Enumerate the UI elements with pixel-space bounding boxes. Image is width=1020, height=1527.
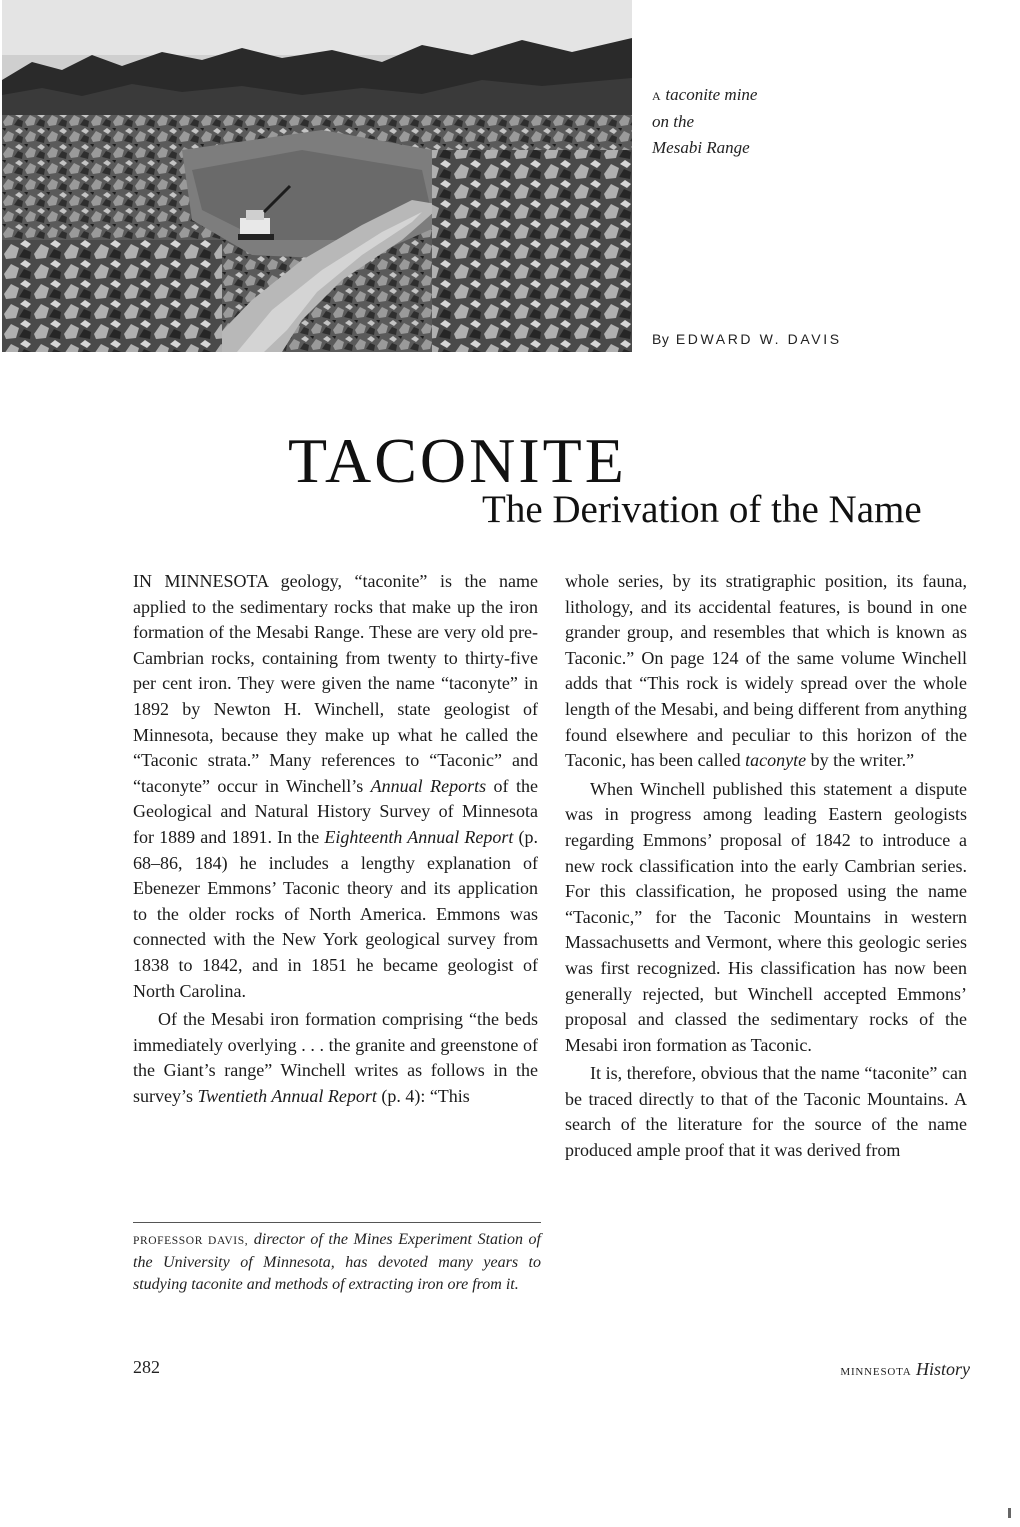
right-paragraph-2: When Winchell published this statement a dispute was in progress among leading Eastern geologists regarding Emmons’ proposal of 1842 to introduce a new rock classification into the early Cambrian series. For this classification, he proposed using the name “Taconic,” for the Taconic Mountains in western Massachusetts and Vermont, where this geologic series was first recognized. His classification has now been generally rejected, but Winchell accepted Emmons’ proposal and classed the sedimentary rocks of the Mesabi iron formation as Taconic. bbox=[565, 778, 967, 1055]
right-paragraph-3: It is, therefore, obvious that the name “taconite” can be traced directly to that of the Taconic Mountains. A search of the literature for the source of the name produced ample proof that it was derived from bbox=[565, 1063, 967, 1161]
mine-photo-illustration bbox=[2, 0, 632, 352]
italic-run: Eighteenth Annual Report bbox=[324, 826, 514, 847]
footnote-name: PROFESSOR DAVIS, bbox=[133, 1235, 249, 1247]
footnote-rule bbox=[133, 1222, 541, 1223]
journal-name-it: History bbox=[916, 1359, 970, 1379]
scan-mark bbox=[1008, 1508, 1011, 1518]
byline-by: By bbox=[652, 331, 670, 347]
author-footnote bbox=[133, 1229, 541, 1296]
article-subtitle: The Derivation of the Name bbox=[482, 488, 922, 531]
left-paragraph-1 bbox=[133, 569, 538, 1004]
text-run: by the writer.” bbox=[806, 750, 915, 771]
text-run: of the Geological and Natural History Survey of Minnesota for 1889 and 1891. In the bbox=[133, 775, 538, 847]
text-run: (p. 4): “This bbox=[376, 1085, 470, 1106]
right-column bbox=[565, 569, 967, 1164]
text-run: Of the Mesabi iron formation comprising “the beds immediately overlying . . . the granite and greenstone of the Giant’s range” Winchell writes as follows in the survey’s bbox=[133, 1009, 538, 1106]
italic-run: Twentieth Annual Report bbox=[197, 1085, 377, 1106]
text-run: IN MINNESOTA geology, “taconite” is the name applied to the sedimentary rocks that make up the iron formation of the Mesabi Range. These are very old pre-Cambrian rocks, containing from twenty to thirty-five per cent iron. They were given the name “taconyte” in 1892 by Newton H. Winchell, state geologist of Minnesota, because they make up what he called the “Taconic strata.” Many references to “Taconic” and “taconyte” occur in Winchell’s bbox=[133, 571, 538, 796]
caption-prefix: A bbox=[652, 89, 662, 103]
left-column bbox=[133, 569, 538, 1109]
text-run: whole series, by its stratigraphic position, its fauna, lithology, and its accidental features, is bound in one grander group, and resembles that which is known as Taconic.” On page 124 of the same volume Winchell adds that “This rock is widely spread over the whole length of the Mesabi, and being different from anything found elsewhere and peculiar to this horizon of the Taconic, has been called bbox=[565, 571, 967, 771]
journal-name-sc: MINNESOTA bbox=[840, 1366, 912, 1378]
caption-line-2: on the bbox=[652, 112, 695, 131]
text-run: (p. 68–86, 184) he includes a lengthy explanation of Ebenezer Emmons’ Taconic theory and its application to the older rocks of North America. Emmons was connected with the New York geological survey from 1838 to 1842, and in 1851 he became geologist of North Carolina. bbox=[133, 826, 538, 1001]
page-number: 282 bbox=[133, 1357, 160, 1377]
byline bbox=[652, 331, 842, 347]
left-paragraph-2 bbox=[133, 1007, 538, 1109]
mine-photo bbox=[2, 0, 632, 352]
footnote-text: director of the Mines Experiment Station of the University of Minnesota, has devoted many years to studying taconite and methods of extracting iron ore from it. bbox=[133, 1231, 541, 1293]
photo-caption bbox=[652, 82, 952, 161]
caption-line-3: Mesabi Range bbox=[652, 138, 750, 157]
byline-author: EDWARD W. DAVIS bbox=[675, 331, 842, 347]
article-title: TACONITE bbox=[288, 424, 627, 496]
italic-run: Annual Reports bbox=[370, 775, 487, 796]
caption-line-1: taconite mine bbox=[665, 85, 758, 104]
journal-name bbox=[790, 1359, 970, 1380]
right-paragraph-1 bbox=[565, 569, 967, 774]
italic-run: taconyte bbox=[745, 750, 807, 771]
